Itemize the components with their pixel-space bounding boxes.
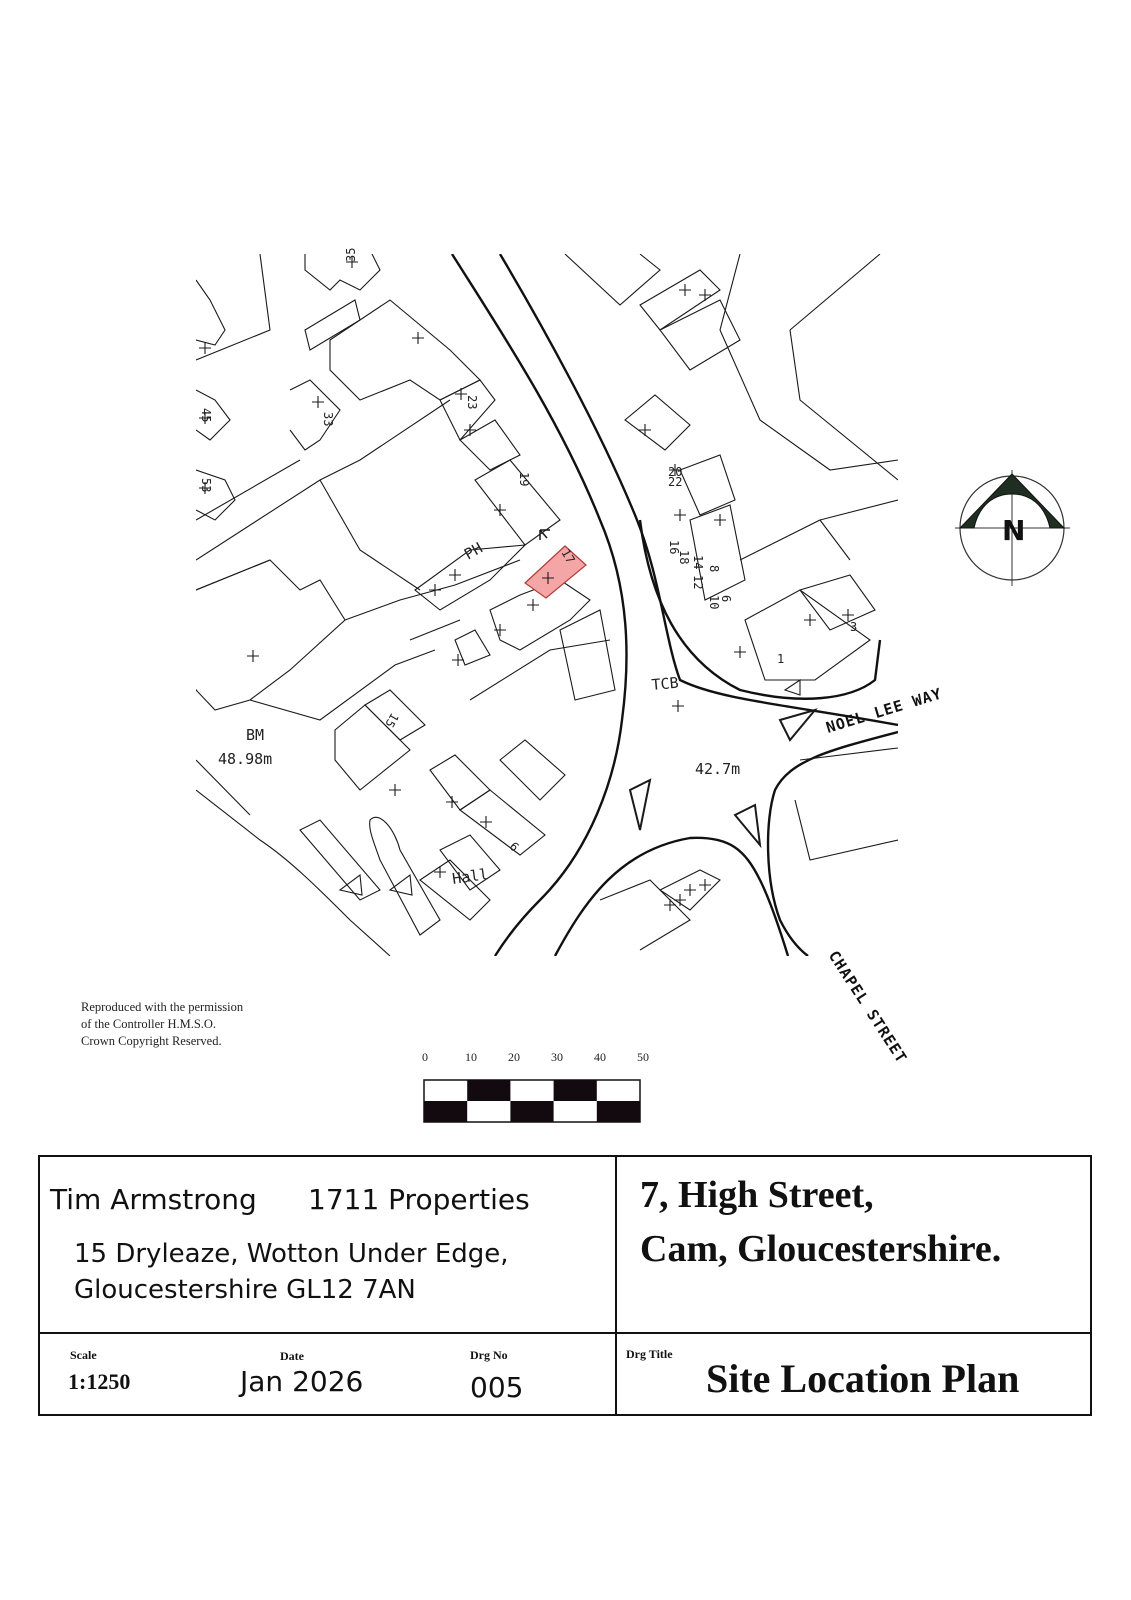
label-bm: BM: [246, 726, 265, 744]
label-hall: Hall: [451, 865, 490, 888]
building-cross-marker: [804, 614, 816, 626]
number-12: 12: [691, 575, 705, 590]
number-15: 15: [382, 710, 402, 731]
building-cross-marker: [639, 424, 651, 436]
drg-no-caption: Drg No: [470, 1348, 508, 1362]
site-address-line-1: 7, High Street,: [640, 1174, 874, 1216]
number-3: 3: [850, 620, 858, 634]
building-cross-marker: [527, 599, 539, 611]
scale-tick-10: 10: [465, 1050, 477, 1064]
number-33: 33: [321, 412, 335, 427]
copyright-line-2: of the Controller H.M.S.O.: [81, 1017, 217, 1031]
scale-bar-segment: [510, 1101, 553, 1122]
building-cross-marker: [446, 796, 458, 808]
scale-tick-40: 40: [594, 1050, 606, 1064]
building-cross-marker: [684, 884, 696, 896]
date-value: Jan 2026: [240, 1365, 364, 1398]
building-cross-marker: [672, 700, 684, 712]
number-35: 35: [344, 247, 358, 262]
building-cross-marker: [449, 569, 461, 581]
client-address-line-1: 15 Dryleaze, Wotton Under Edge,: [74, 1239, 509, 1269]
copyright-notice: [81, 999, 341, 1050]
label-ph: PH: [461, 538, 486, 564]
label-tcb: TCB: [650, 673, 680, 694]
scale-tick-0: 0: [422, 1050, 428, 1064]
number-17: 17: [558, 546, 578, 567]
scale-tick-30: 30: [551, 1050, 563, 1064]
road-label-chapel-street: CHAPEL STREET: [824, 947, 911, 1067]
building-cross-marker: [494, 504, 506, 516]
title-block-divider-vertical: [615, 1157, 617, 1414]
building-cross-marker: [429, 584, 441, 596]
scale-bar-segment: [554, 1080, 597, 1101]
number-10: 10: [707, 595, 721, 610]
scale-caption: Scale: [70, 1348, 97, 1362]
title-block-divider-horizontal: [40, 1332, 1090, 1334]
scale-bar-segment: [467, 1080, 510, 1101]
number-19: 19: [517, 472, 531, 487]
building-cross-marker: [434, 866, 446, 878]
number-18: 18: [677, 550, 691, 565]
building-cross-marker: [389, 784, 401, 796]
scale-tick-50: 50: [637, 1050, 649, 1064]
building-cross-marker: [664, 899, 676, 911]
number-23: 23: [465, 395, 479, 410]
scale-bar-segment: [424, 1101, 467, 1122]
client-name: Tim Armstrong: [50, 1183, 257, 1216]
drg-title-value: Site Location Plan: [706, 1356, 1020, 1401]
scale-bar-segment: [597, 1101, 640, 1122]
site-address-line-2: Cam, Gloucestershire.: [640, 1228, 1002, 1270]
drg-title-caption: Drg Title: [626, 1347, 673, 1361]
building-cross-marker: [699, 879, 711, 891]
scale-tick-20: 20: [508, 1050, 520, 1064]
north-arrow: [955, 470, 1070, 586]
building-cross-marker: [714, 514, 726, 526]
label-bm-height: 48.98m: [218, 750, 273, 768]
client-address-line-2: Gloucestershire GL12 7AN: [74, 1275, 416, 1305]
building-cross-marker: [699, 289, 711, 301]
road-label-noel-lee-way: NOEL LEE WAY: [823, 684, 945, 737]
number-14: 14: [691, 555, 705, 570]
building-cross-marker: [412, 332, 424, 344]
building-cross-marker: [734, 646, 746, 658]
number-16: 16: [667, 540, 681, 555]
copyright-line-1: Reproduced with the permission: [81, 1000, 244, 1014]
north-letter: N: [1002, 514, 1026, 547]
number-8: 8: [707, 565, 721, 573]
building-cross-marker: [674, 894, 686, 906]
building-cross-marker: [247, 650, 259, 662]
title-block: [38, 1155, 1092, 1416]
scale-value: 1:1250: [68, 1369, 131, 1394]
scale-bar: [424, 1080, 640, 1122]
building-cross-marker: [679, 284, 691, 296]
number-53: 53: [199, 478, 213, 493]
number-22: 22: [668, 475, 683, 489]
map-linework: [183, 254, 898, 956]
building-cross-marker: [452, 654, 464, 666]
number-9: 9: [507, 838, 523, 854]
number-6: 6: [719, 595, 733, 603]
number-20: 20: [668, 465, 683, 479]
building-cross-marker: [674, 509, 686, 521]
building-cross-marker: [312, 396, 324, 408]
client-company: 1711 Properties: [308, 1183, 530, 1216]
site-outline: [525, 546, 586, 598]
label-spot-height: 42.7m: [695, 760, 741, 778]
date-caption: Date: [280, 1349, 304, 1363]
copyright-line-3: Crown Copyright Reserved.: [81, 1034, 222, 1048]
drg-no-value: 005: [470, 1371, 524, 1404]
number-1: 1: [777, 652, 785, 666]
number-45: 45: [199, 408, 213, 423]
